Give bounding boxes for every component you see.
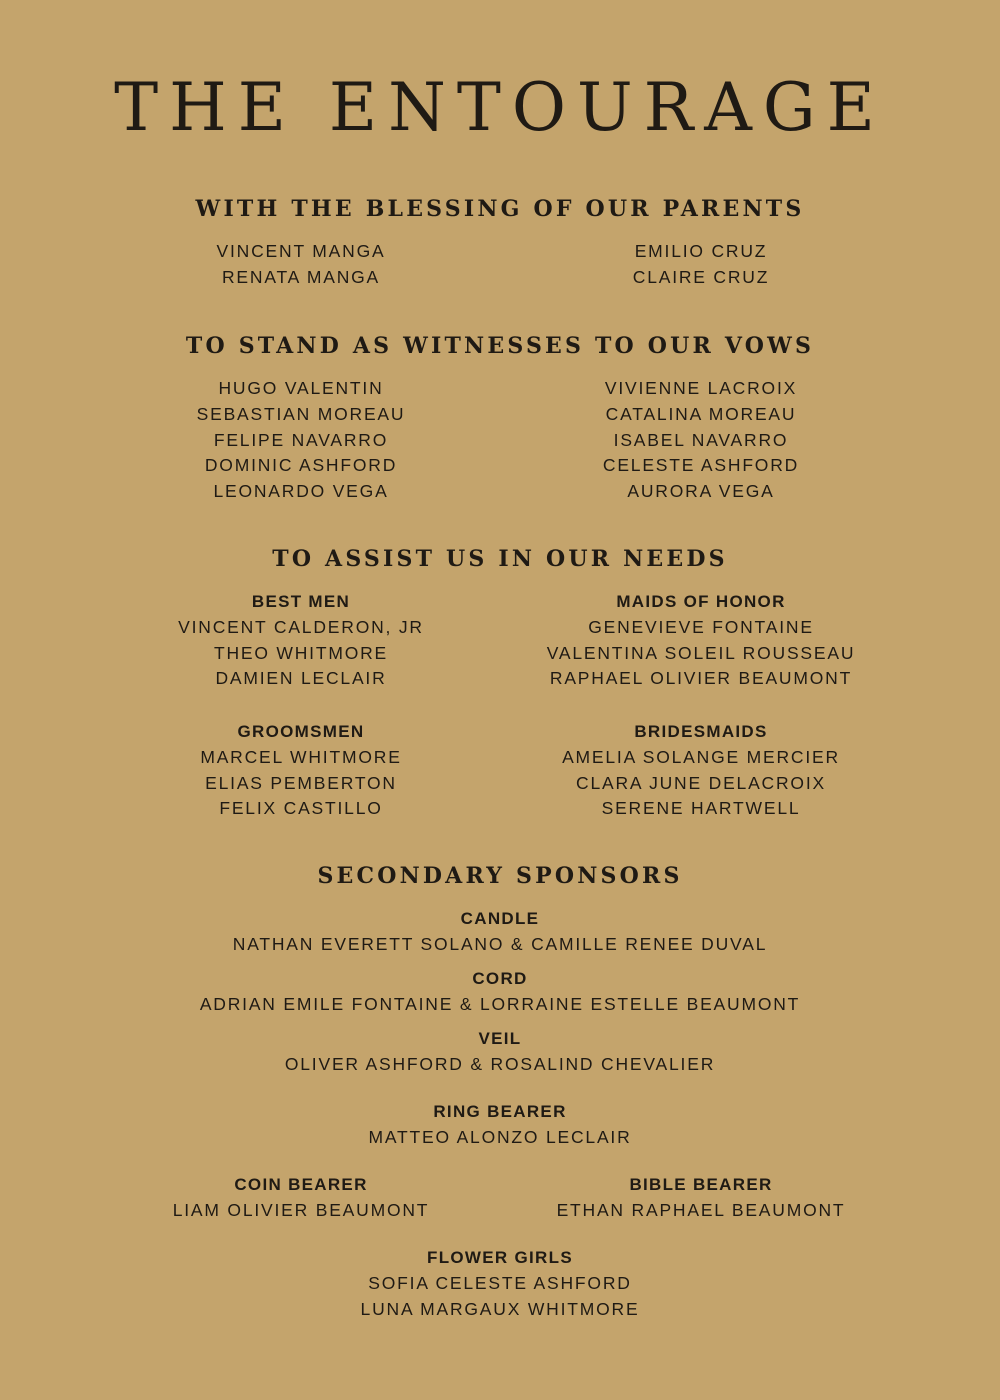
page-title: THE ENTOURAGE xyxy=(114,69,886,146)
witness-name: CELESTE ASHFORD xyxy=(602,455,800,476)
witness-name: DOMINIC ASHFORD xyxy=(204,455,398,476)
parents-left-column xyxy=(111,239,491,291)
best-man-name: DAMIEN LECLAIR xyxy=(215,668,387,689)
maid-of-honor-name: VALENTINA SOLEIL ROUSSEAU xyxy=(546,642,856,663)
groomsman-name: ELIAS PEMBERTON xyxy=(205,772,397,793)
witness-name: LEONARDO VEGA xyxy=(213,481,389,502)
candle-label: CANDLE xyxy=(460,909,540,928)
bridesmaid-name: CLARA JUNE DELACROIX xyxy=(576,772,826,793)
coin-bearer-name: LIAM OLIVIER BEAUMONT xyxy=(172,1199,430,1220)
flower-girls-label: FLOWER GIRLS xyxy=(427,1248,573,1267)
witness-name: HUGO VALENTIN xyxy=(218,378,384,398)
ring-bearer-group xyxy=(150,1099,850,1151)
groomsmen-label: GROOMSMEN xyxy=(237,722,365,741)
veil-names: OLIVER ASHFORD & ROSALIND CHEVALIER xyxy=(284,1053,716,1074)
candle-group xyxy=(150,906,850,958)
ring-bearer-name: MATTEO ALONZO LECLAIR xyxy=(368,1126,632,1147)
witness-name: SEBASTIAN MOREAU xyxy=(196,403,406,424)
witness-name: ISABEL NAVARRO xyxy=(613,429,789,450)
flower-girl-name: SOFIA CELESTE ASHFORD xyxy=(368,1272,632,1293)
maid-of-honor-name: GENEVIEVE FONTAINE xyxy=(588,616,814,637)
bridesmaids-label: BRIDESMAIDS xyxy=(634,722,768,741)
groomsman-name: MARCEL WHITMORE xyxy=(200,746,402,767)
bible-bearer-label: BIBLE BEARER xyxy=(629,1175,773,1194)
cord-group xyxy=(150,966,850,1018)
parent-name: RENATA MANGA xyxy=(221,266,381,287)
groomsman-name: FELIX CASTILLO xyxy=(219,798,383,819)
candle-names: NATHAN EVERETT SOLANO & CAMILLE RENEE DUVAL xyxy=(232,933,768,954)
witnesses-heading: TO STAND AS WITNESSES TO OUR VOWS xyxy=(185,333,815,359)
groomsmen-group xyxy=(111,719,491,822)
witnesses-right-column xyxy=(511,376,891,505)
best-man-name: THEO WHITMORE xyxy=(213,642,389,663)
flower-girl-name: LUNA MARGAUX WHITMORE xyxy=(360,1298,640,1319)
bridesmaid-name: SERENE HARTWELL xyxy=(601,798,801,819)
coin-bearer-label: COIN BEARER xyxy=(234,1175,368,1194)
veil-group xyxy=(150,1026,850,1078)
coin-bearer-group xyxy=(111,1172,491,1224)
witness-name: VIVIENNE LACROIX xyxy=(604,378,798,398)
parents-heading: WITH THE BLESSING OF OUR PARENTS xyxy=(195,196,805,222)
bible-bearer-name: ETHAN RAPHAEL BEAUMONT xyxy=(556,1199,846,1220)
witness-name: AURORA VEGA xyxy=(627,481,775,502)
best-man-name: VINCENT CALDERON, JR xyxy=(178,616,424,637)
parents-right-column xyxy=(511,239,891,291)
cord-label: CORD xyxy=(472,969,528,988)
maids-of-honor-label: MAIDS OF HONOR xyxy=(616,592,786,611)
parent-name: VINCENT MANGA xyxy=(216,241,386,261)
veil-label: VEIL xyxy=(478,1029,522,1048)
maid-of-honor-name: RAPHAEL OLIVIER BEAUMONT xyxy=(549,668,853,689)
best-men-group xyxy=(111,589,491,692)
flower-girls-group xyxy=(150,1245,850,1322)
best-men-label: BEST MEN xyxy=(251,592,351,611)
witnesses-left-column xyxy=(111,376,491,505)
bridesmaids-group xyxy=(511,719,891,822)
parent-name: EMILIO CRUZ xyxy=(634,241,768,261)
bible-bearer-group xyxy=(511,1172,891,1224)
sponsors-heading: SECONDARY SPONSORS xyxy=(317,863,683,889)
witness-name: CATALINA MOREAU xyxy=(605,403,797,424)
cord-names: ADRIAN EMILE FONTAINE & LORRAINE ESTELLE BEAUMONT xyxy=(199,993,801,1014)
assist-heading: TO ASSIST US IN OUR NEEDS xyxy=(272,546,728,572)
ring-bearer-label: RING BEARER xyxy=(433,1102,567,1121)
parent-name: CLAIRE CRUZ xyxy=(632,266,770,287)
bridesmaid-name: AMELIA SOLANGE MERCIER xyxy=(562,746,840,767)
witness-name: FELIPE NAVARRO xyxy=(213,429,389,450)
maids-of-honor-group xyxy=(511,589,891,692)
